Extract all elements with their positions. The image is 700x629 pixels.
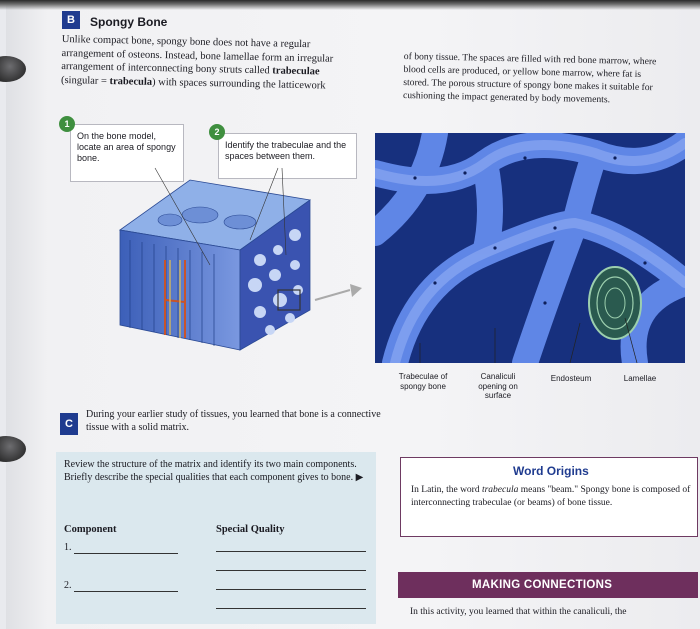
column-header-quality: Special Quality xyxy=(216,524,285,535)
making-connections-text: In this activity, you learned that within the canaliculi, the xyxy=(410,607,627,617)
word-origins-box xyxy=(400,457,698,537)
para-line: Unlike compact bone, spongy bone does not have a regular xyxy=(61,33,311,51)
making-connections-banner: MAKING CONNECTIONS xyxy=(398,572,698,598)
label-canaliculi: Canaliculi opening on surface xyxy=(478,372,518,400)
question-text xyxy=(64,458,364,484)
para-text: ) with spaces surrounding the latticework xyxy=(151,76,326,92)
row-number: 1. xyxy=(64,542,72,553)
step-1-number: 1 xyxy=(59,116,75,132)
section-c-badge: C xyxy=(60,413,78,435)
answer-line-quality-1b[interactable] xyxy=(216,570,366,571)
para-line: blood cells are produced, or yellow bone marrow, where fat is xyxy=(403,63,642,80)
step-1-text: On the bone model, locate an area of spongy bone. xyxy=(77,131,176,163)
section-b-badge: B xyxy=(62,11,80,29)
wo-text-part: means "beam." Spongy bone is composed of interconnecting trabeculae (or beams) of bone tissue. xyxy=(411,485,691,508)
answer-line-quality-1[interactable] xyxy=(216,551,366,552)
row-number: 2. xyxy=(64,580,72,591)
para-text: (singular = xyxy=(60,74,110,87)
question-box xyxy=(56,452,376,624)
answer-line-quality-2[interactable] xyxy=(216,589,366,590)
arrow-icon: ▶ xyxy=(355,472,364,483)
bone-model-illustration xyxy=(110,160,370,370)
word-origins-text xyxy=(411,484,691,509)
label-endosteum: Endosteum xyxy=(550,374,592,383)
intro-paragraph-left xyxy=(61,33,382,94)
wo-text-part: In Latin, the word xyxy=(411,485,482,495)
para-line: stored. The porous structure of spongy bone makes it suitable for xyxy=(403,76,653,94)
section-title: Spongy Bone xyxy=(90,15,168,29)
para-line: cushioning the impact generated by body movements. xyxy=(402,89,611,106)
term-trabecula: trabecula xyxy=(109,75,153,88)
wo-term: trabecula xyxy=(481,485,519,495)
answer-line-component-2[interactable] xyxy=(74,591,178,592)
label-lamellae: Lamellae xyxy=(623,374,657,383)
para-line: arrangement of osteons. Instead, bone lamellae form an irregular xyxy=(61,47,334,65)
page-edge-shadow xyxy=(0,0,700,10)
intro-paragraph-right xyxy=(403,50,696,108)
question-prompt: Review the structure of the matrix and identify its two main components. Briefly describe the special qualities that each component gives to bone. xyxy=(64,459,357,483)
para-line: of bony tissue. The spaces are filled with red bone marrow, where xyxy=(403,50,657,68)
step-2-text: Identify the trabeculae and the spaces between them. xyxy=(225,140,347,161)
section-c-intro: During your earlier study of tissues, you learned that bone is a connective tissue with a solid matrix. xyxy=(86,409,381,433)
para-text: arrangement of interconnecting bony struts called xyxy=(61,60,273,77)
term-trabeculae: trabeculae xyxy=(272,65,320,78)
answer-line-quality-2b[interactable] xyxy=(216,608,366,609)
word-origins-title: Word Origins xyxy=(513,464,589,478)
step-2-number: 2 xyxy=(209,124,225,140)
label-trabeculae: Trabeculae of spongy bone xyxy=(398,372,448,391)
column-header-component: Component xyxy=(64,524,117,535)
answer-line-component-1[interactable] xyxy=(74,553,178,554)
spongy-bone-magnified xyxy=(375,133,685,363)
